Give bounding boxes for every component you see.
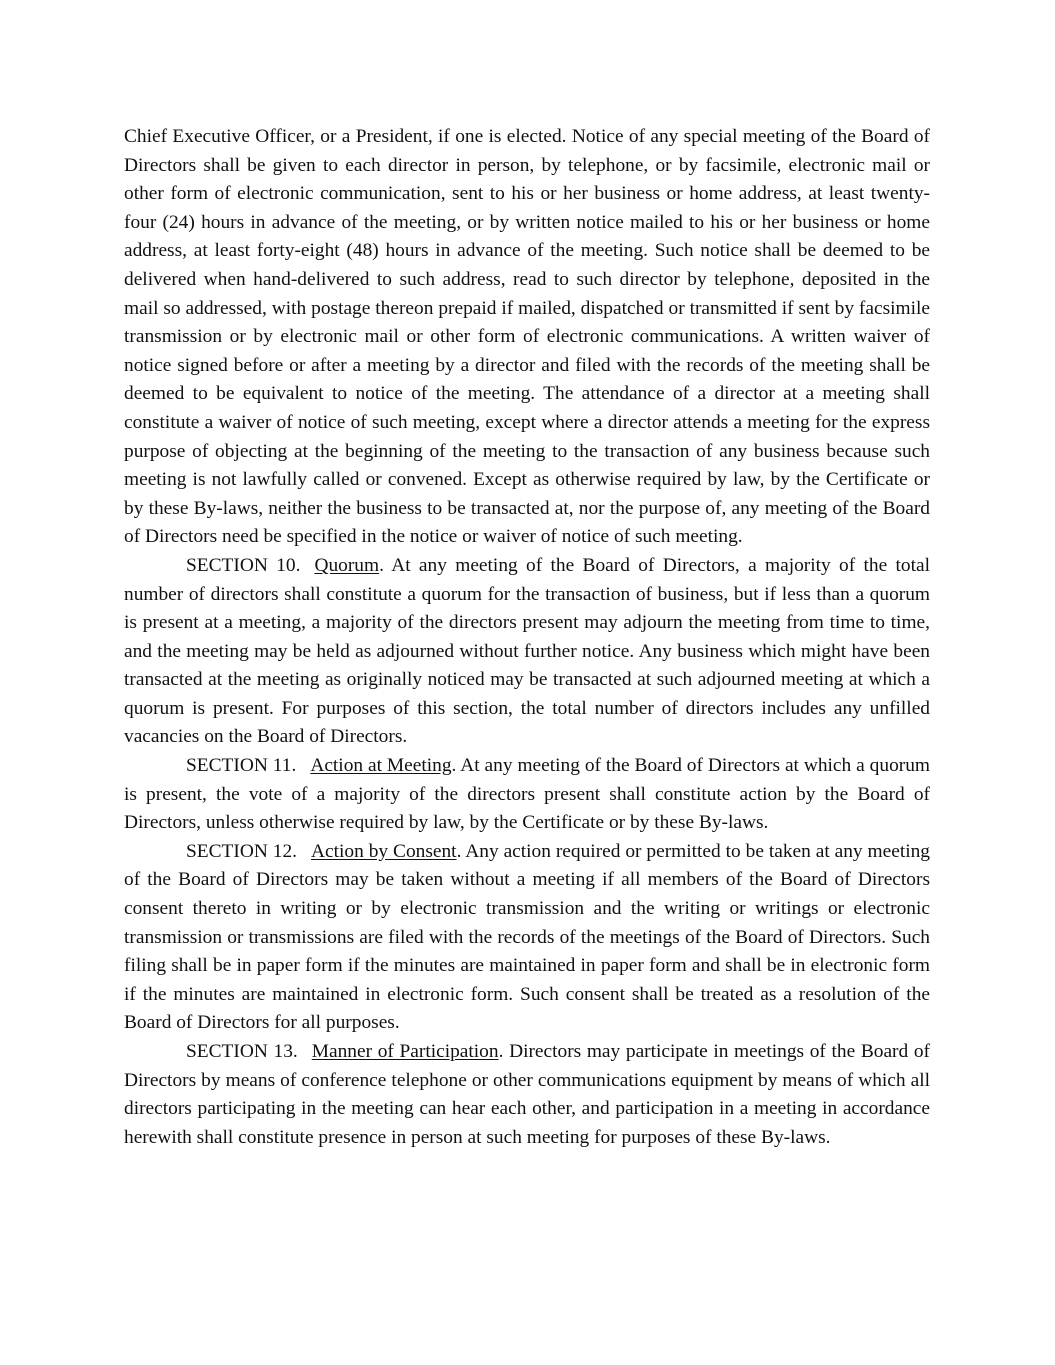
section-title: Action at Meeting: [310, 755, 452, 777]
section-body: . At any meeting of the Board of Directors at which a quorum is present, the vote of a majority of the directors present shall constitute action by the Board of Directors, unless otherwise required by law, by the Certificate or by these By-laws.: [124, 755, 930, 834]
section-12-paragraph: [124, 838, 930, 1038]
section-number: SECTION 11.: [186, 755, 297, 777]
section-13-paragraph: [124, 1038, 930, 1152]
continuation-paragraph: Chief Executive Officer, or a President, if one is elected. Notice of any special meeting of the Board of Directors shall be given to each director in person, by telephone, or by facsimile, electronic mail or other form of electronic communication, sent to his or her business or home address, at least twenty-four (24) hours in advance of the meeting, or by written notice mailed to his or her business or home address, at least forty-eight (48) hours in advance of the meeting. Such notice shall be deemed to be delivered when hand-delivered to such address, read to such director by telephone, deposited in the mail so addressed, with postage thereon prepaid if mailed, dispatched or transmitted if sent by facsimile transmission or by electronic mail or other form of electronic communications. A written waiver of notice signed before or after a meeting by a director and filed with the records of the meeting shall be deemed to be equivalent to notice of the meeting. The attendance of a director at a meeting shall constitute a waiver of notice of such meeting, except where a director attends a meeting for the express purpose of objecting at the beginning of the meeting to the transaction of any business because such meeting is not lawfully called or convened. Except as otherwise required by law, by the Certificate or by these By-laws, neither the business to be transacted at, nor the purpose of, any meeting of the Board of Directors need be specified in the notice or waiver of notice of such meeting.: [124, 126, 930, 548]
section-body: . Any action required or permitted to be taken at any meeting of the Board of Directors may be taken without a meeting if all members of the Board of Directors consent thereto in writing or by electronic transmission and the writing or writings or electronic transmission or transmissions are filed with the records of the meetings of the Board of Directors. Such filing shall be in paper form if the minutes are maintained in paper form and shall be in electronic form if the minutes are maintained in electronic form. Such consent shall be treated as a resolution of the Board of Directors for all purposes.: [124, 840, 931, 1034]
section-11-paragraph: [124, 752, 930, 838]
section-number: SECTION 13.: [186, 1041, 298, 1062]
section-number: SECTION 12.: [186, 840, 298, 862]
section-number: SECTION 10.: [186, 554, 301, 576]
section-title: Quorum: [314, 554, 380, 576]
section-body: . Directors may participate in meetings of the Board of Directors by means of conference telephone or other communications equipment by means of which all directors participating in the meeting can hear each other, and participation in a meeting in accordance herewith shall constitute presence in person at such meeting for purposes of these By-laws.: [124, 1041, 930, 1148]
section-10-paragraph: [124, 552, 930, 752]
section-title: Manner of Participation: [311, 1041, 499, 1062]
document-page: [124, 123, 930, 1152]
section-body: . At any meeting of the Board of Directors, a majority of the total number of directors shall constitute a quorum for the transaction of business, but if less than a quorum is present at a meeting, a majority of the directors present may adjourn the meeting from time to time, and the meeting may be held as adjourned without further notice. Any business which might have been transacted at the meeting as originally noticed may be transacted at such adjourned meeting at which a quorum is present. For purposes of this section, the total number of directors includes any unfilled vacancies on the Board of Directors.: [124, 554, 930, 748]
section-title: Action by Consent: [311, 840, 457, 862]
